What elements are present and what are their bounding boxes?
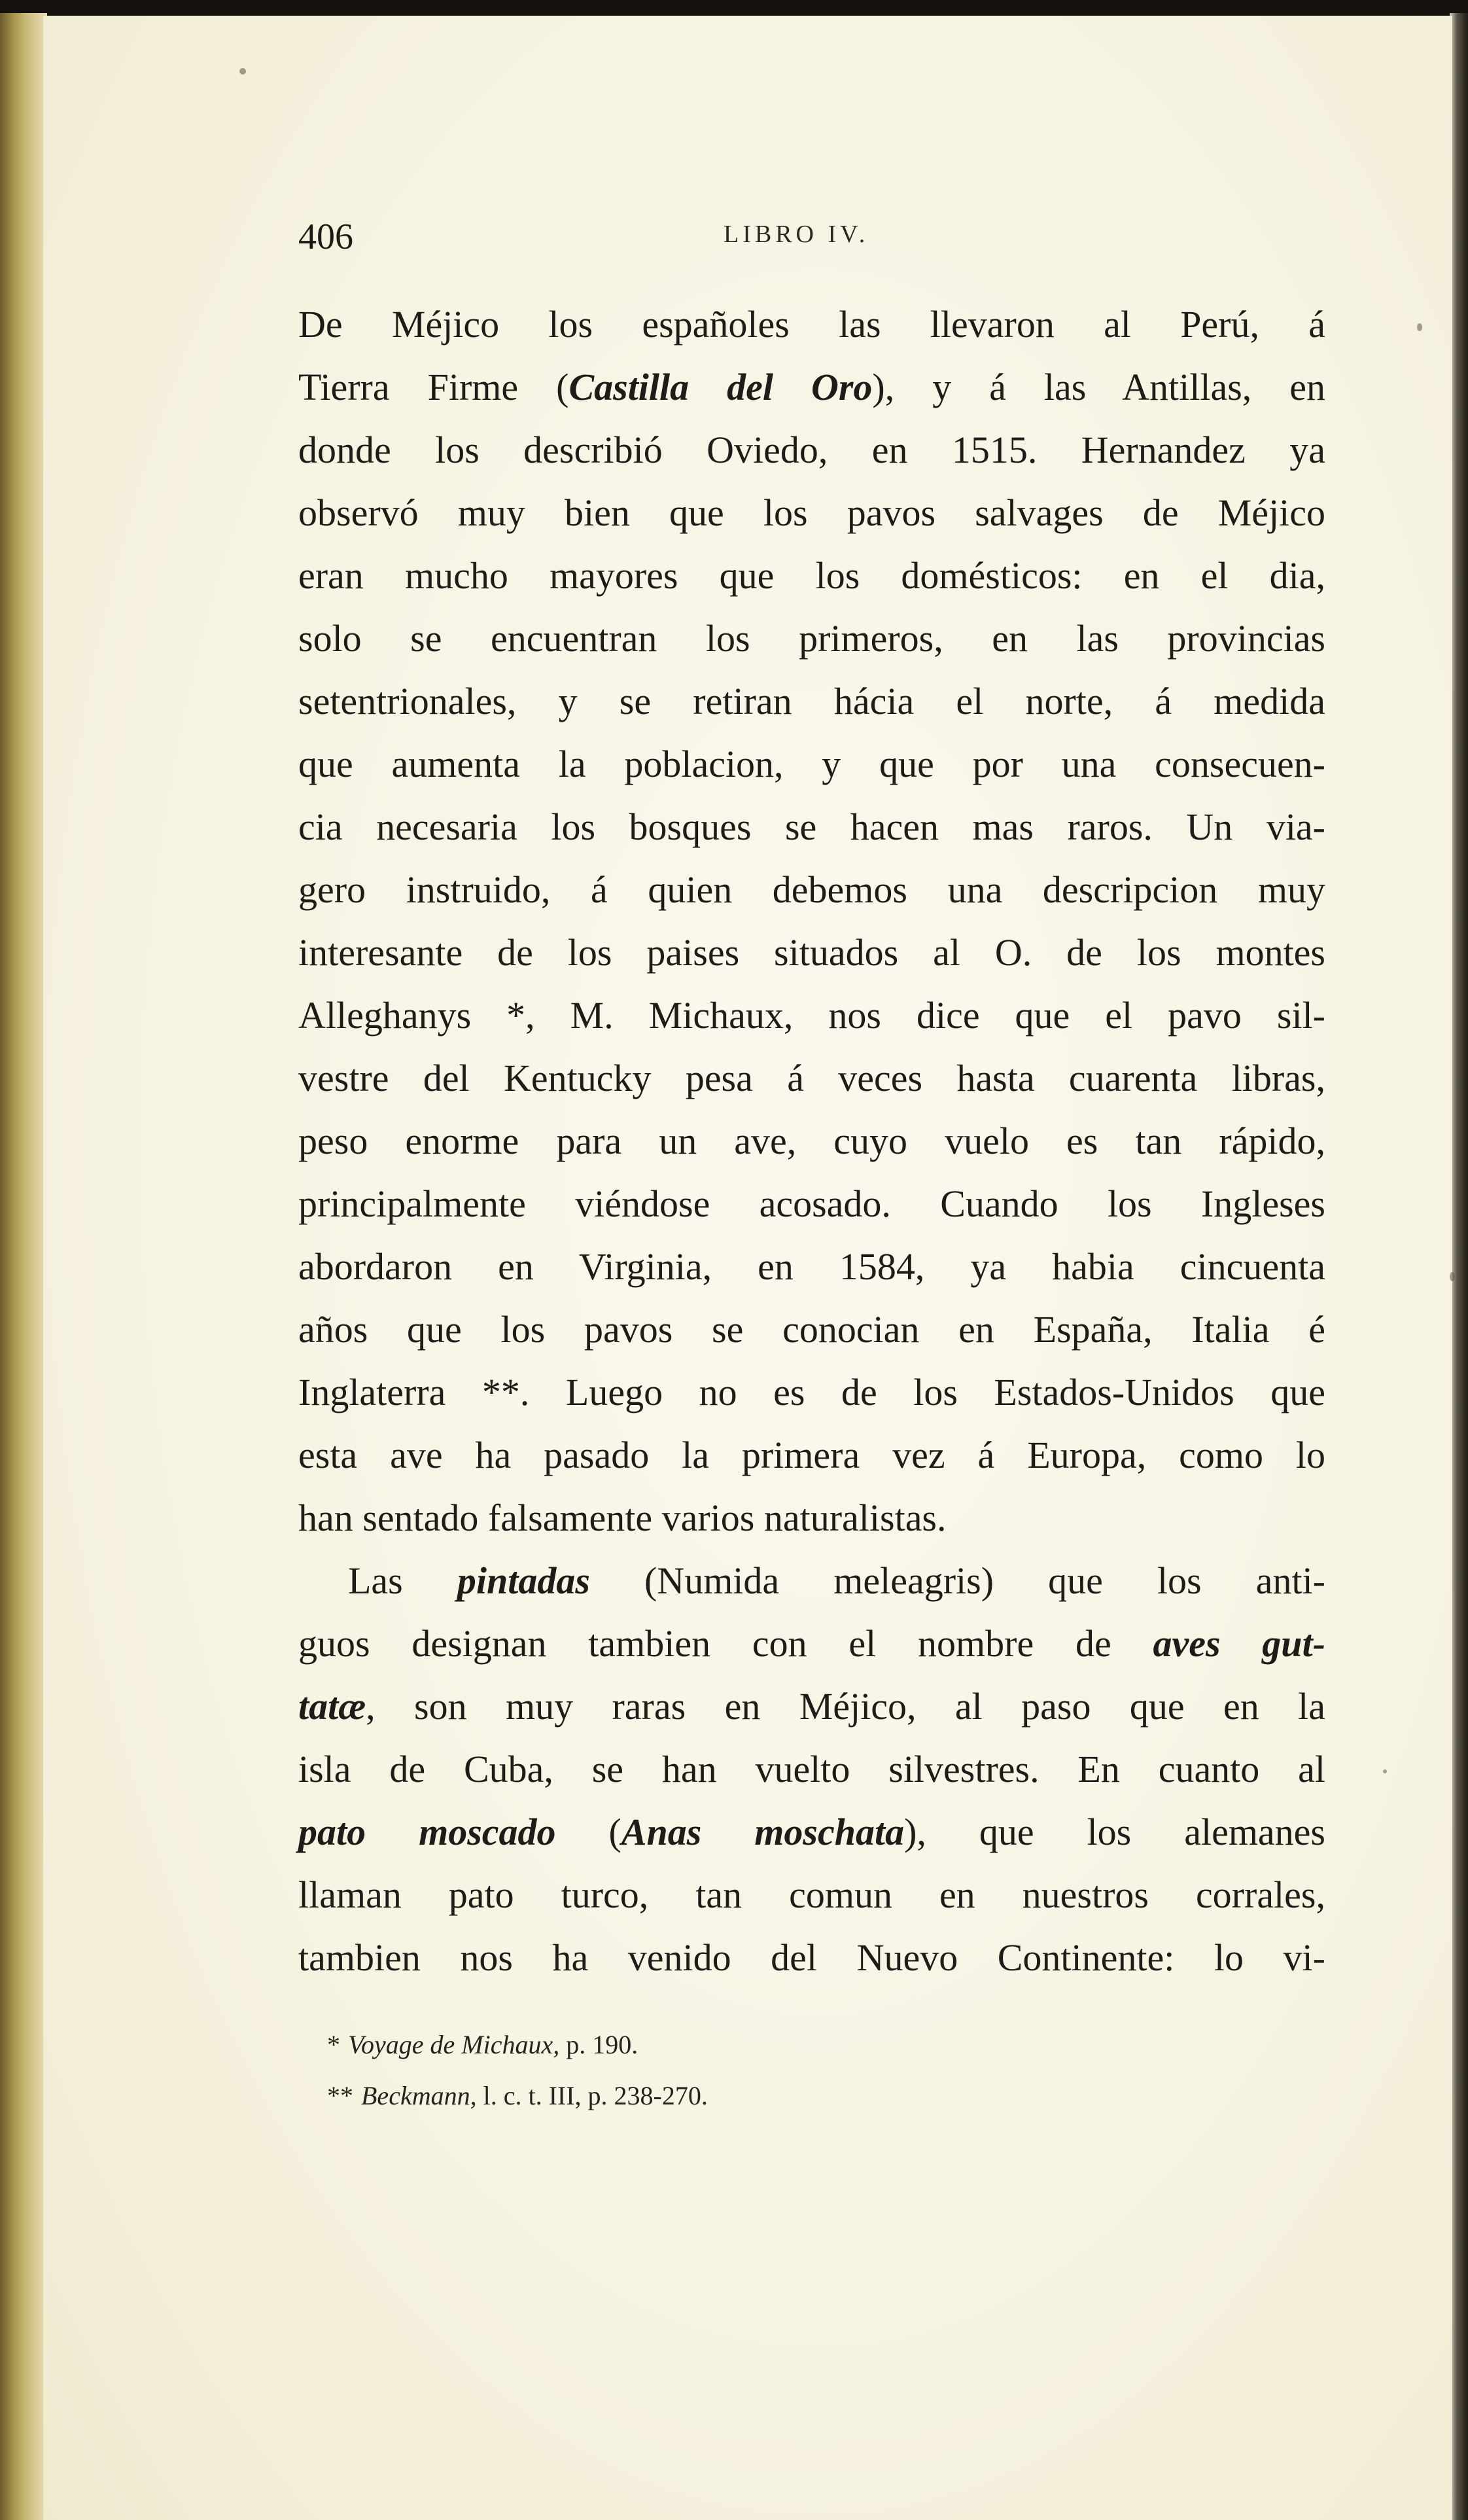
footnote-text: p. 190.: [559, 2030, 638, 2059]
running-head: LIBRO IV.: [724, 221, 869, 248]
text-line: gero instruido, á quien debemos una descripcion muy: [298, 868, 1325, 911]
italic-term: Castilla del Oro: [568, 366, 873, 408]
text-line: interesante de los paises situados al O. de los montes: [298, 931, 1325, 974]
text-line: peso enorme para un ave, cuyo vuelo es tan rápido,: [298, 1120, 1325, 1162]
text-span: (Numida meleagris) que los anti-: [589, 1559, 1325, 1602]
footnote-marker: **: [327, 2081, 353, 2110]
page-number: 406: [298, 217, 353, 257]
text-line: [298, 1550, 1325, 1612]
text-line: [298, 1675, 1325, 1738]
text-span: , son muy raras en Méjico, al paso que en la: [366, 1685, 1325, 1728]
text-line: solo se encuentran los primeros, en las provincias: [298, 617, 1325, 660]
text-line: han sentado falsamente varios naturalistas.: [298, 1497, 947, 1539]
italic-term: pintadas: [457, 1559, 590, 1602]
text-line: [298, 1801, 1325, 1864]
text-line: abordaron en Virginia, en 1584, ya habia cincuenta: [298, 1245, 1325, 1288]
text-span: (: [555, 1811, 621, 1853]
italic-term: Anas moschata: [621, 1811, 905, 1853]
footnote-2: [327, 2070, 1243, 2121]
text-line: esta ave ha pasado la primera vez á Europa, como lo: [298, 1434, 1325, 1476]
text-line: observó muy bien que los pavos salvages de Méjico: [298, 491, 1325, 534]
text-line: setentrionales, y se retiran hácia el norte, á medida: [298, 680, 1325, 722]
body-text: [298, 293, 1325, 1989]
paper-speck: [239, 68, 246, 75]
text-line: tambien nos ha venido del Nuevo Continente: lo vi-: [298, 1936, 1325, 1979]
text-line: Alleghanys *, M. Michaux, nos dice que el pavo sil-: [298, 994, 1325, 1037]
footnote-text: l. c. t. III, p. 238-270.: [476, 2081, 708, 2110]
text-span: ), que los alemanes: [904, 1811, 1325, 1853]
text-line: cia necesaria los bosques se hacen mas raros. Un via-: [298, 806, 1325, 848]
footnote-title: Beckmann,: [361, 2081, 477, 2110]
footnote-1: [327, 2019, 1243, 2070]
footnote-title: Voyage de Michaux,: [348, 2030, 560, 2059]
footnotes: [327, 2019, 1243, 2121]
text-line: De Méjico los españoles las llevaron al Perú, á: [298, 303, 1325, 346]
text-line: Inglaterra **. Luego no es de los Estados-Unidos que: [298, 1371, 1325, 1413]
book-spine-edge: [0, 13, 47, 2520]
scan-top-edge: [0, 0, 1468, 17]
text-line: llaman pato turco, tan comun en nuestros corrales,: [298, 1873, 1325, 1916]
paper-speck: [1417, 323, 1422, 331]
footnote-marker: *: [327, 2030, 340, 2059]
text-line: [298, 1612, 1325, 1675]
paper-speck: [1450, 1272, 1455, 1281]
italic-term: aves gut-: [1153, 1622, 1325, 1665]
text-line: años que los pavos se conocian en España, Italia é: [298, 1308, 1325, 1351]
text-line: vestre del Kentucky pesa á veces hasta cuarenta libras,: [298, 1057, 1325, 1099]
italic-term: tatæ: [298, 1685, 366, 1728]
page-header: [298, 216, 1325, 262]
text-line: isla de Cuba, se han vuelto silvestres. En cuanto al: [298, 1748, 1325, 1790]
text-span: guos designan tambien con el nombre de: [298, 1622, 1153, 1665]
text-line: que aumenta la poblacion, y que por una consecuen-: [298, 743, 1325, 785]
page-right-edge: [1450, 13, 1468, 2520]
text-span: Tierra Firme (: [298, 366, 569, 408]
text-line: [298, 356, 1325, 419]
italic-term: pato moscado: [298, 1811, 556, 1853]
text-span: Las: [348, 1559, 457, 1602]
text-line: eran mucho mayores que los domésticos: en el dia,: [298, 554, 1325, 597]
text-span: ), y á las Antillas, en: [872, 366, 1325, 408]
text-line: principalmente viéndose acosado. Cuando los Ingleses: [298, 1182, 1325, 1225]
paper-speck: [1383, 1769, 1387, 1773]
text-line: donde los describió Oviedo, en 1515. Hernandez ya: [298, 429, 1325, 471]
